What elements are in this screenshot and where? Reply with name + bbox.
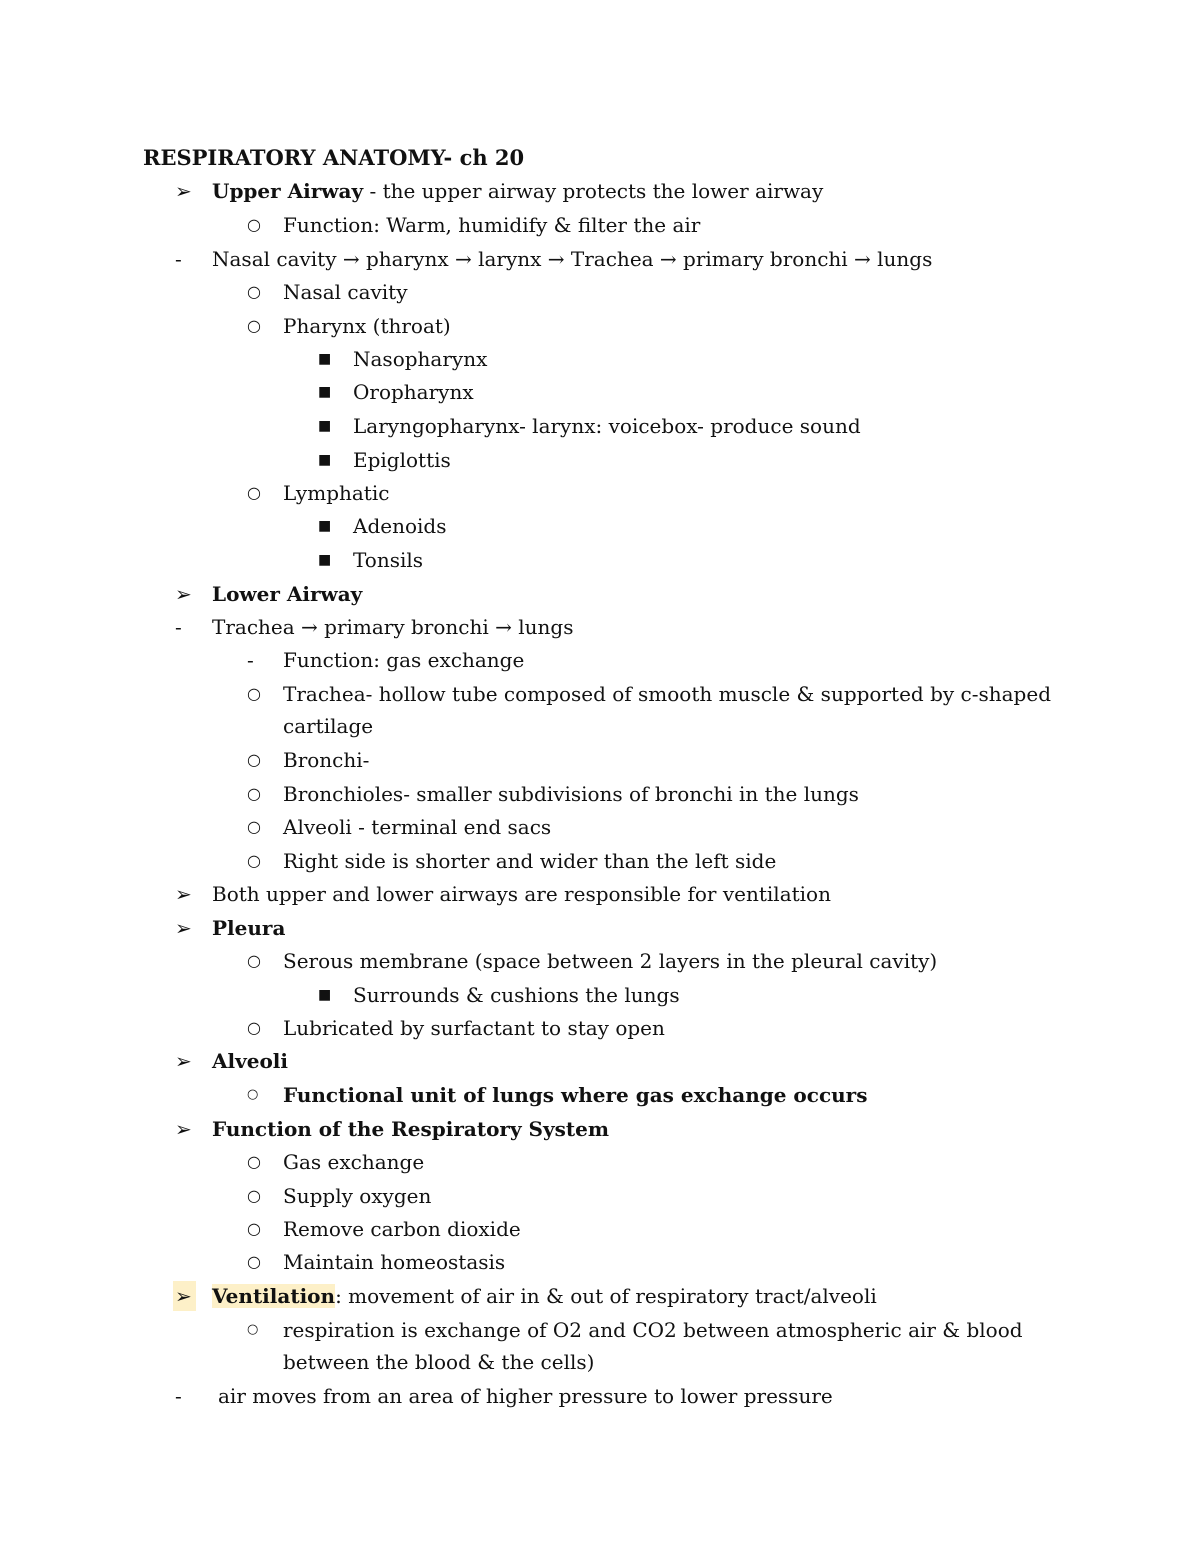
list-item-text	[283, 1347, 594, 1377]
line-text: Gas exchange	[283, 1150, 425, 1174]
list-item-text	[283, 1315, 1023, 1345]
line-text: Bronchioles- smaller subdivisions of bronchi in the lungs	[283, 782, 859, 806]
line-text: Nasopharynx	[353, 347, 488, 371]
list-item-text	[283, 779, 859, 809]
small-circle-bullet-icon: ○	[247, 1087, 259, 1102]
list-item	[0, 1147, 1200, 1177]
line-text: Pharynx (throat)	[283, 314, 451, 338]
line-text: Nasal cavity → pharynx → larynx → Trachea → primary bronchi → lungs	[212, 247, 933, 271]
line-text: Adenoids	[353, 514, 447, 538]
arrow-bullet-icon: ➢	[175, 582, 192, 606]
list-item	[0, 946, 1200, 976]
list-item	[0, 1114, 1200, 1144]
circle-bullet-icon: ○	[247, 483, 261, 502]
arrow-bullet-icon: ➢	[175, 916, 192, 940]
line-text: - the upper airway protects the lower airway	[363, 179, 824, 203]
line-text: Surrounds & cushions the lungs	[353, 983, 680, 1007]
list-item	[0, 1046, 1200, 1076]
list-item	[0, 1381, 1200, 1411]
line-text: respiration is exchange of O2 and CO2 between atmospheric air & blood	[283, 1318, 1023, 1342]
list-item-text	[353, 545, 423, 575]
list-item	[0, 478, 1200, 508]
circle-bullet-icon: ○	[247, 1186, 261, 1205]
circle-bullet-icon: ○	[247, 784, 261, 803]
square-bullet-icon: ■	[318, 418, 332, 434]
line-text: Serous membrane (space between 2 layers in the pleural cavity)	[283, 949, 938, 973]
list-item-text	[212, 913, 285, 943]
list-item-text	[212, 176, 823, 206]
circle-bullet-icon: ○	[247, 1252, 261, 1271]
circle-bullet-icon: ○	[247, 817, 261, 836]
bold-term: Upper Airway	[212, 179, 364, 203]
list-item	[0, 579, 1200, 609]
list-item	[0, 779, 1200, 809]
circle-bullet-icon: ○	[247, 1152, 261, 1171]
list-item	[0, 1347, 1200, 1377]
dash-bullet-icon: -	[175, 1384, 182, 1408]
line-text: Lubricated by surfactant to stay open	[283, 1016, 665, 1040]
line-text: Both upper and lower airways are responsible for ventilation	[212, 882, 831, 906]
list-item	[0, 812, 1200, 842]
list-item	[0, 879, 1200, 909]
list-item-text	[218, 1381, 833, 1411]
list-item-text	[212, 1114, 609, 1144]
list-item	[0, 1013, 1200, 1043]
bold-term: Alveoli	[212, 1049, 288, 1073]
highlighted-term: Ventilation	[212, 1284, 336, 1308]
circle-bullet-icon: ○	[247, 215, 261, 234]
square-bullet-icon: ■	[318, 384, 332, 400]
line-text: Laryngopharynx- larynx: voicebox- produce sound	[353, 414, 861, 438]
line-text: Remove carbon dioxide	[283, 1217, 521, 1241]
circle-bullet-icon: ○	[247, 750, 261, 769]
list-item	[0, 277, 1200, 307]
arrow-bullet-icon: ➢	[175, 179, 192, 203]
list-item	[0, 210, 1200, 240]
line-text: Nasal cavity	[283, 280, 408, 304]
list-item	[0, 612, 1200, 642]
list-item	[0, 645, 1200, 675]
list-item	[0, 511, 1200, 541]
list-item-text	[353, 411, 861, 441]
list-item	[0, 679, 1200, 709]
list-item-text	[283, 679, 1051, 709]
line-text: Tonsils	[353, 548, 424, 572]
circle-bullet-icon: ○	[247, 851, 261, 870]
line-text: Lymphatic	[283, 481, 390, 505]
list-item-text	[283, 645, 524, 675]
list-item	[0, 1315, 1200, 1345]
list-item	[0, 1247, 1200, 1277]
list-item-text	[212, 579, 362, 609]
arrow-bullet-icon: ➢	[175, 1049, 192, 1073]
square-bullet-icon: ■	[318, 452, 332, 468]
list-item-text	[283, 1080, 867, 1110]
line-text: Function: gas exchange	[283, 648, 525, 672]
list-item	[0, 913, 1200, 943]
list-item-text	[283, 745, 369, 775]
line-text: : movement of air in & out of respiratory tract/alveoli	[335, 1284, 877, 1308]
list-item-text	[212, 612, 573, 642]
list-item	[0, 1080, 1200, 1110]
list-item-text	[353, 377, 474, 407]
list-item	[0, 545, 1200, 575]
list-item-text	[283, 1181, 431, 1211]
list-item-text	[212, 879, 831, 909]
line-text: Maintain homeostasis	[283, 1250, 506, 1274]
list-item-text	[353, 445, 451, 475]
list-item-text	[283, 1214, 521, 1244]
list-item-text	[212, 244, 932, 274]
arrow-bullet-icon: ➢	[175, 1117, 192, 1141]
dash-bullet-icon: -	[175, 615, 182, 639]
list-item-text	[283, 1013, 665, 1043]
circle-bullet-icon: ○	[247, 316, 261, 335]
circle-bullet-icon: ○	[247, 1018, 261, 1037]
line-text: Alveoli - terminal end sacs	[283, 815, 552, 839]
line-text: cartilage	[283, 714, 374, 738]
list-item	[0, 711, 1200, 741]
list-item-text	[283, 210, 700, 240]
line-text: Right side is shorter and wider than the left side	[283, 849, 777, 873]
list-item	[0, 244, 1200, 274]
line-text: Trachea- hollow tube composed of smooth muscle & supported by c-shaped	[283, 682, 1051, 706]
circle-bullet-icon: ○	[247, 1219, 261, 1238]
line-text: between the blood & the cells)	[283, 1350, 595, 1374]
square-bullet-icon: ■	[318, 987, 332, 1003]
square-bullet-icon: ■	[318, 518, 332, 534]
circle-bullet-icon: ○	[247, 684, 261, 703]
list-item-text	[283, 812, 551, 842]
bold-term: Pleura	[212, 916, 286, 940]
list-item	[0, 1281, 1200, 1311]
list-item	[0, 1214, 1200, 1244]
list-item-text	[212, 1281, 877, 1311]
line-text: Oropharynx	[353, 380, 474, 404]
bold-term: Function of the Respiratory System	[212, 1117, 609, 1141]
list-item-text	[283, 711, 373, 741]
list-item	[0, 411, 1200, 441]
list-item	[0, 445, 1200, 475]
list-item	[0, 344, 1200, 374]
list-item-text	[353, 511, 446, 541]
circle-bullet-icon: ○	[247, 282, 261, 301]
list-item	[0, 176, 1200, 206]
list-item	[0, 980, 1200, 1010]
list-item-text	[353, 344, 487, 374]
list-item	[0, 377, 1200, 407]
list-item-text	[283, 1147, 424, 1177]
list-item-text	[283, 311, 451, 341]
bold-term: Lower Airway	[212, 582, 363, 606]
line-text: Epiglottis	[353, 448, 451, 472]
list-item-text	[283, 1247, 505, 1277]
list-item	[0, 846, 1200, 876]
line-text: Bronchi-	[283, 748, 370, 772]
list-item-text	[283, 946, 937, 976]
square-bullet-icon: ■	[318, 351, 332, 367]
line-text: Supply oxygen	[283, 1184, 432, 1208]
list-item-text	[283, 478, 389, 508]
small-circle-bullet-icon: ○	[247, 1322, 259, 1337]
list-item-text	[283, 846, 776, 876]
list-item	[0, 1181, 1200, 1211]
list-item-text	[212, 1046, 288, 1076]
dash-bullet-icon: -	[175, 247, 182, 271]
circle-bullet-icon: ○	[247, 951, 261, 970]
bold-term: Functional unit of lungs where gas exchange occurs	[283, 1083, 868, 1107]
document-title	[0, 143, 1200, 173]
dash-bullet-icon: -	[247, 648, 254, 672]
list-item-text	[353, 980, 680, 1010]
line-text: Function: Warm, humidify & filter the air	[283, 213, 701, 237]
list-item-text	[283, 277, 408, 307]
list-item	[0, 311, 1200, 341]
list-item	[0, 745, 1200, 775]
arrow-bullet-icon: ➢	[175, 882, 192, 906]
line-text: Trachea → primary bronchi → lungs	[212, 615, 574, 639]
line-text: air moves from an area of higher pressure to lower pressure	[218, 1384, 833, 1408]
arrow-bullet-icon: ➢	[173, 1281, 196, 1311]
square-bullet-icon: ■	[318, 552, 332, 568]
title-text: RESPIRATORY ANATOMY- ch 20	[143, 145, 525, 170]
